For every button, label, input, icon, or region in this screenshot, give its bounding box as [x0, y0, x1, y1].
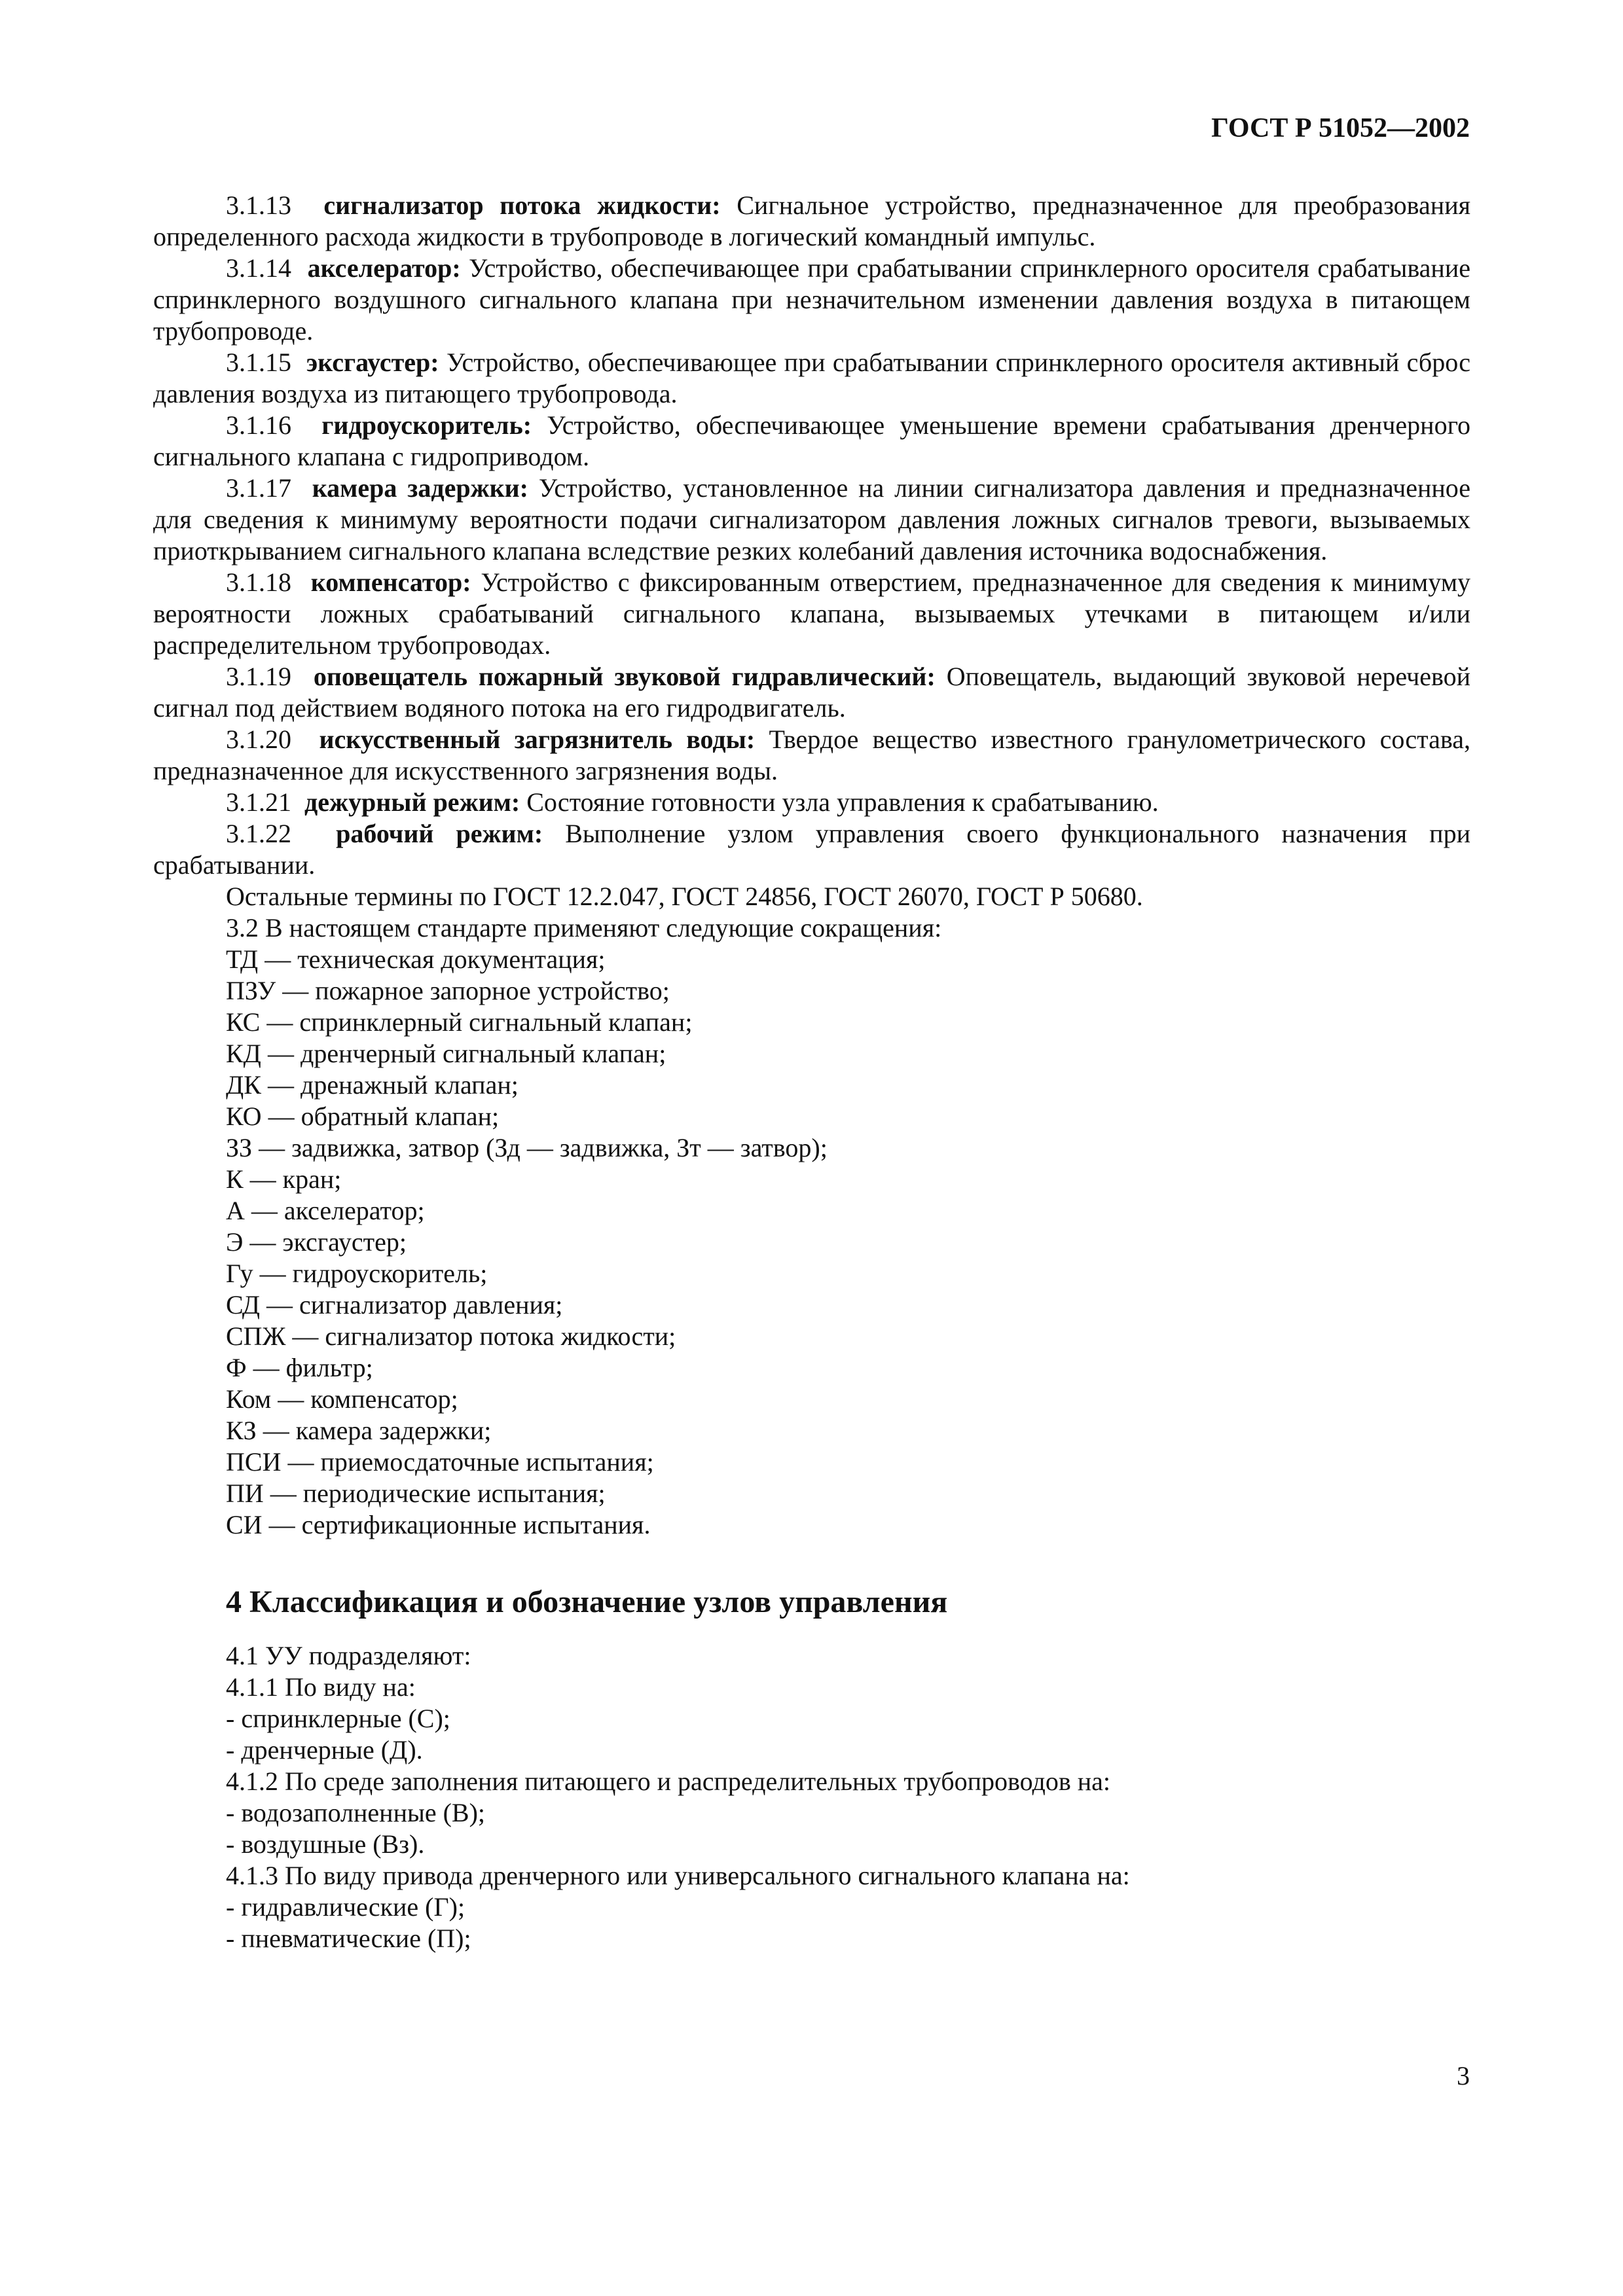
term-number: 3.1.15: [226, 348, 291, 377]
term-entry: [153, 253, 1470, 347]
abbreviation-item: ДК — дренажный клапан;: [226, 1070, 519, 1100]
term-entry: [153, 410, 1470, 473]
term-entry: [153, 567, 1470, 661]
term-definition: Устройство, установленное на линии сигнализатора давления и предназначенное для сведения к минимуму вероятности подачи сигнализатором давления ложных сигналов тревоги, вызываемых приоткрыванием сигнального клапана вследствие резких колебаний давления источника водоснабжения.: [153, 473, 1471, 565]
abbreviation-item: КС — спринклерный сигнальный клапан;: [226, 1007, 693, 1037]
abbreviation-item: СД — сигнализатор давления;: [226, 1290, 563, 1319]
term-entry: [153, 818, 1470, 881]
page-number: 3: [1457, 2061, 1470, 2090]
abbreviation-item: ПСИ — приемосдаточные испытания;: [226, 1447, 654, 1477]
abbreviation-item: Гу — гидроускоритель;: [226, 1259, 488, 1288]
abbreviation-item: К — кран;: [226, 1164, 342, 1194]
term-definition: Устройство с фиксированным отверстием, предназначенное для сведения к минимуму вероятности ложных срабатываний сигнального клапана, вызываемых утечками в питающем и/или распределительном трубопроводах.: [153, 567, 1471, 660]
term-definition: Сигнальное устройство, предназначенное для преобразования определенного расхода жидкости в трубопроводе в логический командный импульс.: [153, 190, 1471, 251]
page-content: [153, 190, 1470, 1954]
abbreviation-item: СИ — сертификационные испытания.: [226, 1510, 651, 1539]
term-definition: Оповещатель, выдающий звуковой неречевой сигнал под действием водяного потока на его гидродвигатель.: [153, 662, 1471, 723]
abbreviation-item: ЗЗ — задвижка, затвор (Зд — задвижка, Зт — затвор);: [226, 1133, 828, 1162]
classification-line: 4.1.1 По виду на:: [226, 1672, 416, 1702]
term-definition: Устройство, обеспечивающее уменьшение времени срабатывания дренчерного сигнального клапана с гидроприводом.: [153, 410, 1470, 471]
classification-line: - гидравлические (Г);: [226, 1892, 465, 1922]
classification-line: - пневматические (П);: [226, 1924, 471, 1953]
abbreviation-item: Э — эксгаустер;: [226, 1227, 407, 1257]
classification-line: 4.1.3 По виду привода дренчерного или универсального сигнального клапана на:: [226, 1861, 1130, 1890]
term-entry: [153, 724, 1470, 787]
abbreviation-item: ТД — техническая документация;: [226, 944, 606, 974]
term-number: 3.1.13: [226, 190, 291, 220]
abbreviation-item: ПИ — периодические испытания;: [226, 1479, 606, 1508]
abbreviations-intro: 3.2 В настоящем стандарте применяют следующие сокращения:: [226, 913, 942, 942]
term-name: камера задержки:: [312, 473, 528, 503]
term-number: 3.1.20: [226, 725, 291, 754]
term-name: оповещатель пожарный звуковой гидравлический:: [313, 662, 936, 691]
abbreviation-item: А — акселератор;: [226, 1196, 425, 1225]
abbreviations-list: [153, 944, 1470, 1541]
term-definition: Выполнение узлом управления своего функционального назначения при срабатывании.: [153, 819, 1470, 880]
term-name: эксгаустер:: [306, 348, 439, 377]
term-entry: [153, 473, 1470, 567]
abbreviation-item: Ком — компенсатор;: [226, 1384, 458, 1414]
term-name: искусственный загрязнитель воды:: [319, 725, 756, 754]
term-name: дежурный режим:: [304, 787, 520, 817]
classification-line: - дренчерные (Д).: [226, 1735, 423, 1765]
classification-line: - спринклерные (С);: [226, 1704, 450, 1733]
term-entry: [153, 347, 1470, 410]
abbreviation-item: СПЖ — сигнализатор потока жидкости;: [226, 1321, 676, 1351]
document-header: ГОСТ Р 51052—2002: [1211, 113, 1470, 143]
terms-list: [153, 190, 1470, 881]
section-4-body: [153, 1640, 1470, 1954]
classification-line: - водозаполненные (В);: [226, 1798, 486, 1827]
abbreviation-item: КД — дренчерный сигнальный клапан;: [226, 1039, 666, 1068]
term-name: гидроускоритель:: [321, 410, 532, 440]
term-entry: [153, 661, 1470, 724]
term-number: 3.1.17: [226, 473, 291, 503]
term-definition: Устройство, обеспечивающее при срабатывании спринклерного оросителя активный сброс давления воздуха из питающего трубопровода.: [153, 348, 1471, 408]
term-entry: [153, 787, 1470, 818]
term-number: 3.1.19: [226, 662, 291, 691]
classification-line: - воздушные (Вз).: [226, 1829, 425, 1859]
abbreviation-item: КО — обратный клапан;: [226, 1102, 500, 1131]
term-number: 3.1.22: [226, 819, 291, 848]
term-name: компенсатор:: [310, 567, 471, 597]
term-name: рабочий режим:: [336, 819, 543, 848]
abbreviation-item: КЗ — камера задержки;: [226, 1416, 492, 1445]
classification-line: 4.1.2 По среде заполнения питающего и распределительных трубопроводов на:: [226, 1767, 1110, 1796]
section-heading: 4 Классификация и обозначение узлов управления: [226, 1585, 948, 1619]
term-number: 3.1.14: [226, 253, 291, 283]
term-name: сигнализатор потока жидкости:: [323, 190, 721, 220]
term-name: акселератор:: [307, 253, 461, 283]
term-number: 3.1.16: [226, 410, 291, 440]
term-definition: Состояние готовности узла управления к срабатыванию.: [526, 787, 1159, 817]
term-number: 3.1.18: [226, 567, 291, 597]
term-definition: Устройство, обеспечивающее при срабатывании спринклерного оросителя срабатывание спринклерного воздушного сигнального клапана при незначительном изменении давления воздуха в питающем трубопроводе.: [153, 253, 1470, 346]
term-definition: Твердое вещество известного гранулометрического состава, предназначенное для искусственного загрязнения воды.: [153, 725, 1471, 785]
abbreviation-item: Ф — фильтр;: [226, 1353, 373, 1382]
other-terms-note: Остальные термины по ГОСТ 12.2.047, ГОСТ 24856, ГОСТ 26070, ГОСТ Р 50680.: [226, 882, 1143, 911]
term-entry: [153, 190, 1470, 253]
abbreviation-item: ПЗУ — пожарное запорное устройство;: [226, 976, 670, 1005]
term-number: 3.1.21: [226, 787, 291, 817]
classification-line: 4.1 УУ подразделяют:: [226, 1641, 471, 1670]
